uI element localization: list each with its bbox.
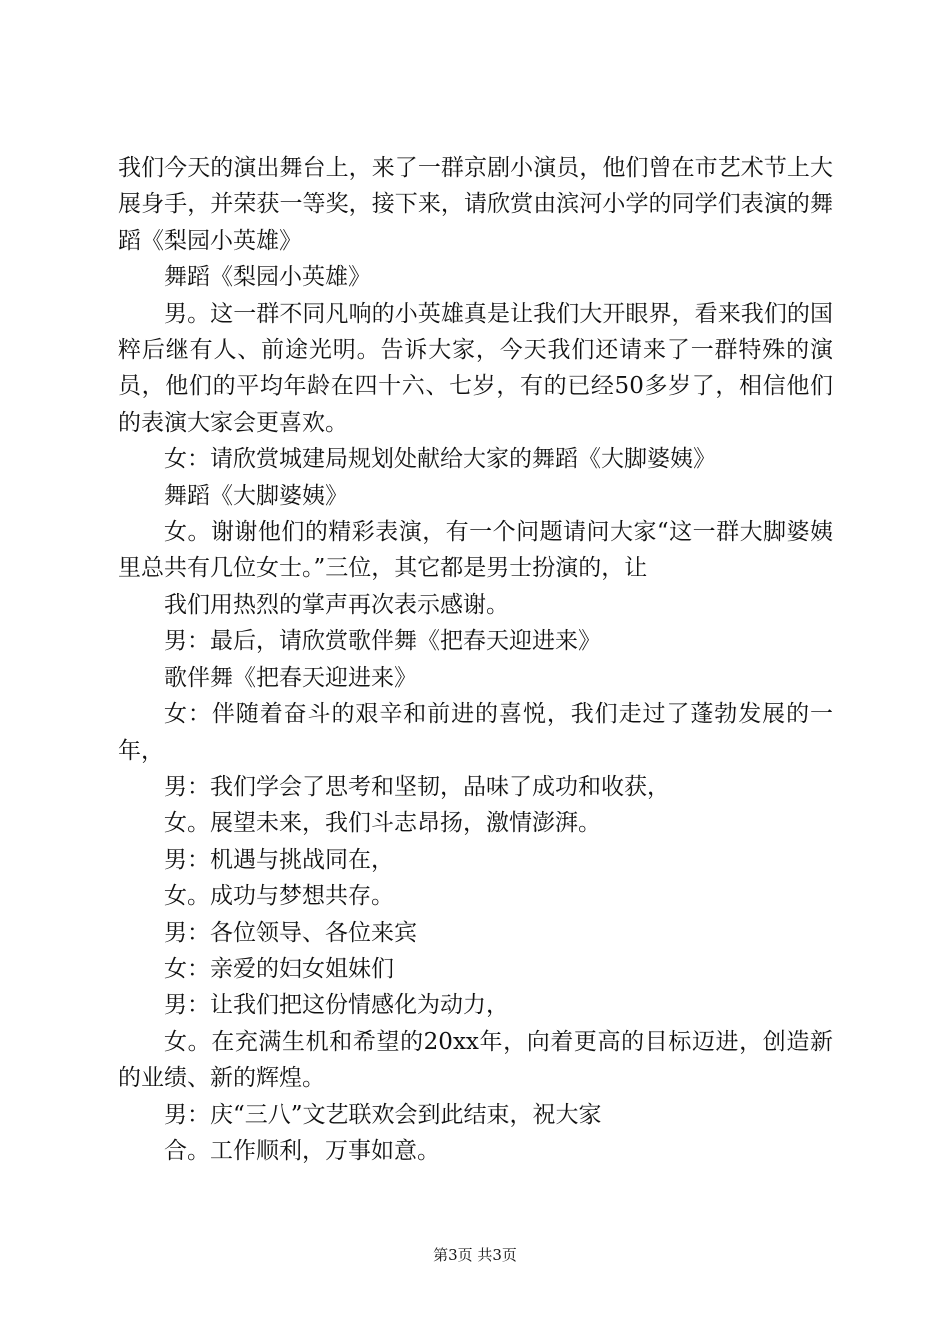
paragraph: 合。工作顺利，万事如意。 [164,1137,440,1164]
paragraph: 男：最后，请欣赏歌伴舞《把春天迎进来》 [164,628,601,655]
page-footer [0,1244,950,1265]
paragraph: 女。成功与梦想共存。 [164,883,394,910]
paragraph: 女。在充满生机和希望的20xx年，向着更高的目标迈进，创造新的业绩、新的辉煌。 [118,1028,833,1092]
page-number: 第3页 共3页 [433,1246,517,1264]
paragraph: 女。谢谢他们的精彩表演，有一个问题请问大家“这一群大脚婆姨里总共有几位女士。”三位，其它都是男士扮演的，让 [118,519,833,582]
paragraph: 歌伴舞《把春天迎进来》 [164,664,417,691]
paragraph: 舞蹈《梨园小英雄》 [164,264,371,291]
paragraph: 我们用热烈的掌声再次表示感谢。 [164,591,509,618]
document-body [118,150,833,1169]
paragraph: 男：让我们把这份情感化为动力， [164,992,509,1019]
paragraph: 男：各位领导、各位来宾 [164,919,417,946]
paragraph: 男。这一群不同凡响的小英雄真是让我们大开眼界，看来我们的国粹后继有人、前途光明。告诉大家，今天我们还请来了一群特殊的演员，他们的平均年龄在四十六、七岁，有的已经50多岁了，相信他们的表演大家会更喜欢。 [118,300,833,436]
paragraph: 男：我们学会了思考和坚韧，品味了成功和收获， [164,773,670,800]
paragraph: 女。展望未来，我们斗志昂扬，激情澎湃。 [164,810,601,837]
paragraph: 女：伴随着奋斗的艰辛和前进的喜悦，我们走过了蓬勃发展的一年， [118,701,833,764]
paragraph: 舞蹈《大脚婆姨》 [164,482,348,509]
paragraph: 男：庆“三八”文艺联欢会到此结束，祝大家 [164,1101,602,1128]
paragraph: 我们今天的演出舞台上，来了一群京剧小演员，他们曾在市艺术节上大展身手，并荣获一等奖，接下来，请欣赏由滨河小学的同学们表演的舞蹈《梨园小英雄》 [118,155,833,254]
paragraph: 男：机遇与挑战同在， [164,846,394,873]
paragraph: 女：亲爱的妇女姐妹们 [164,955,394,982]
paragraph: 女：请欣赏城建局规划处献给大家的舞蹈《大脚婆姨》 [164,446,716,473]
